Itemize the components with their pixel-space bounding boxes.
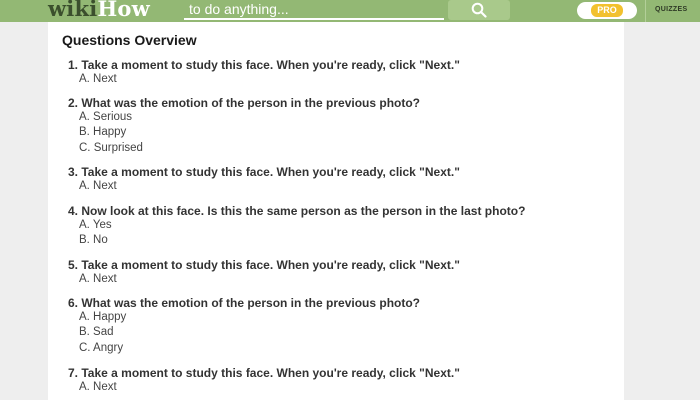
question-text: 6. What was the emotion of the person in the previous photo? <box>68 296 421 310</box>
answer-option[interactable]: A. Next <box>79 73 117 85</box>
question-item <box>68 204 525 249</box>
question-text: 3. Take a moment to study this face. When you're ready, click "Next." <box>68 165 460 179</box>
wikihow-logo[interactable] <box>48 0 150 21</box>
question-options <box>68 218 525 249</box>
search-button[interactable] <box>448 0 510 20</box>
answer-option[interactable]: C. Angry <box>79 341 124 354</box>
question-options <box>68 179 460 194</box>
question-item <box>68 165 460 194</box>
quizzes-link[interactable]: QUIZZES <box>655 6 688 13</box>
question-text: 2. What was the emotion of the person in the previous photo? <box>68 96 421 110</box>
answer-option[interactable]: A. Next <box>79 273 117 285</box>
question-item <box>68 258 460 287</box>
top-navigation-bar <box>0 0 700 22</box>
answer-option[interactable]: C. Surprised <box>79 141 143 154</box>
search-icon <box>471 2 487 18</box>
question-item <box>68 58 460 87</box>
answer-option[interactable]: A. Yes <box>79 219 112 231</box>
answer-option[interactable]: B. Sad <box>79 326 114 339</box>
questions-overview-panel <box>48 22 624 400</box>
answer-option[interactable]: B. No <box>79 234 108 247</box>
logo-wiki-text: wiki <box>48 0 98 21</box>
question-item <box>68 96 420 156</box>
answer-option[interactable]: A. Next <box>79 180 117 192</box>
question-text: 7. Take a moment to study this face. When you're ready, click "Next." <box>68 366 460 380</box>
question-options <box>68 72 460 87</box>
pro-badge: PRO <box>591 4 623 17</box>
answer-option[interactable]: A. Happy <box>79 311 127 323</box>
answer-option[interactable]: B. Happy <box>79 126 127 139</box>
panel-title: Questions Overview <box>62 32 197 48</box>
question-options <box>68 110 420 156</box>
question-text: 5. Take a moment to study this face. When you're ready, click "Next." <box>68 258 460 272</box>
question-item <box>68 296 420 356</box>
logo-how-text: How <box>97 0 150 21</box>
search-input[interactable] <box>184 0 444 20</box>
answer-option[interactable]: A. Next <box>79 381 117 393</box>
question-text: 1. Take a moment to study this face. When you're ready, click "Next." <box>68 58 460 72</box>
pro-button[interactable] <box>577 2 637 19</box>
question-options <box>68 310 420 356</box>
question-text: 4. Now look at this face. Is this the same person as the person in the last photo? <box>68 204 526 218</box>
answer-option[interactable]: A. Serious <box>79 111 133 123</box>
question-item <box>68 366 460 395</box>
nav-divider <box>645 0 646 22</box>
question-options <box>68 380 460 395</box>
question-options <box>68 272 460 287</box>
